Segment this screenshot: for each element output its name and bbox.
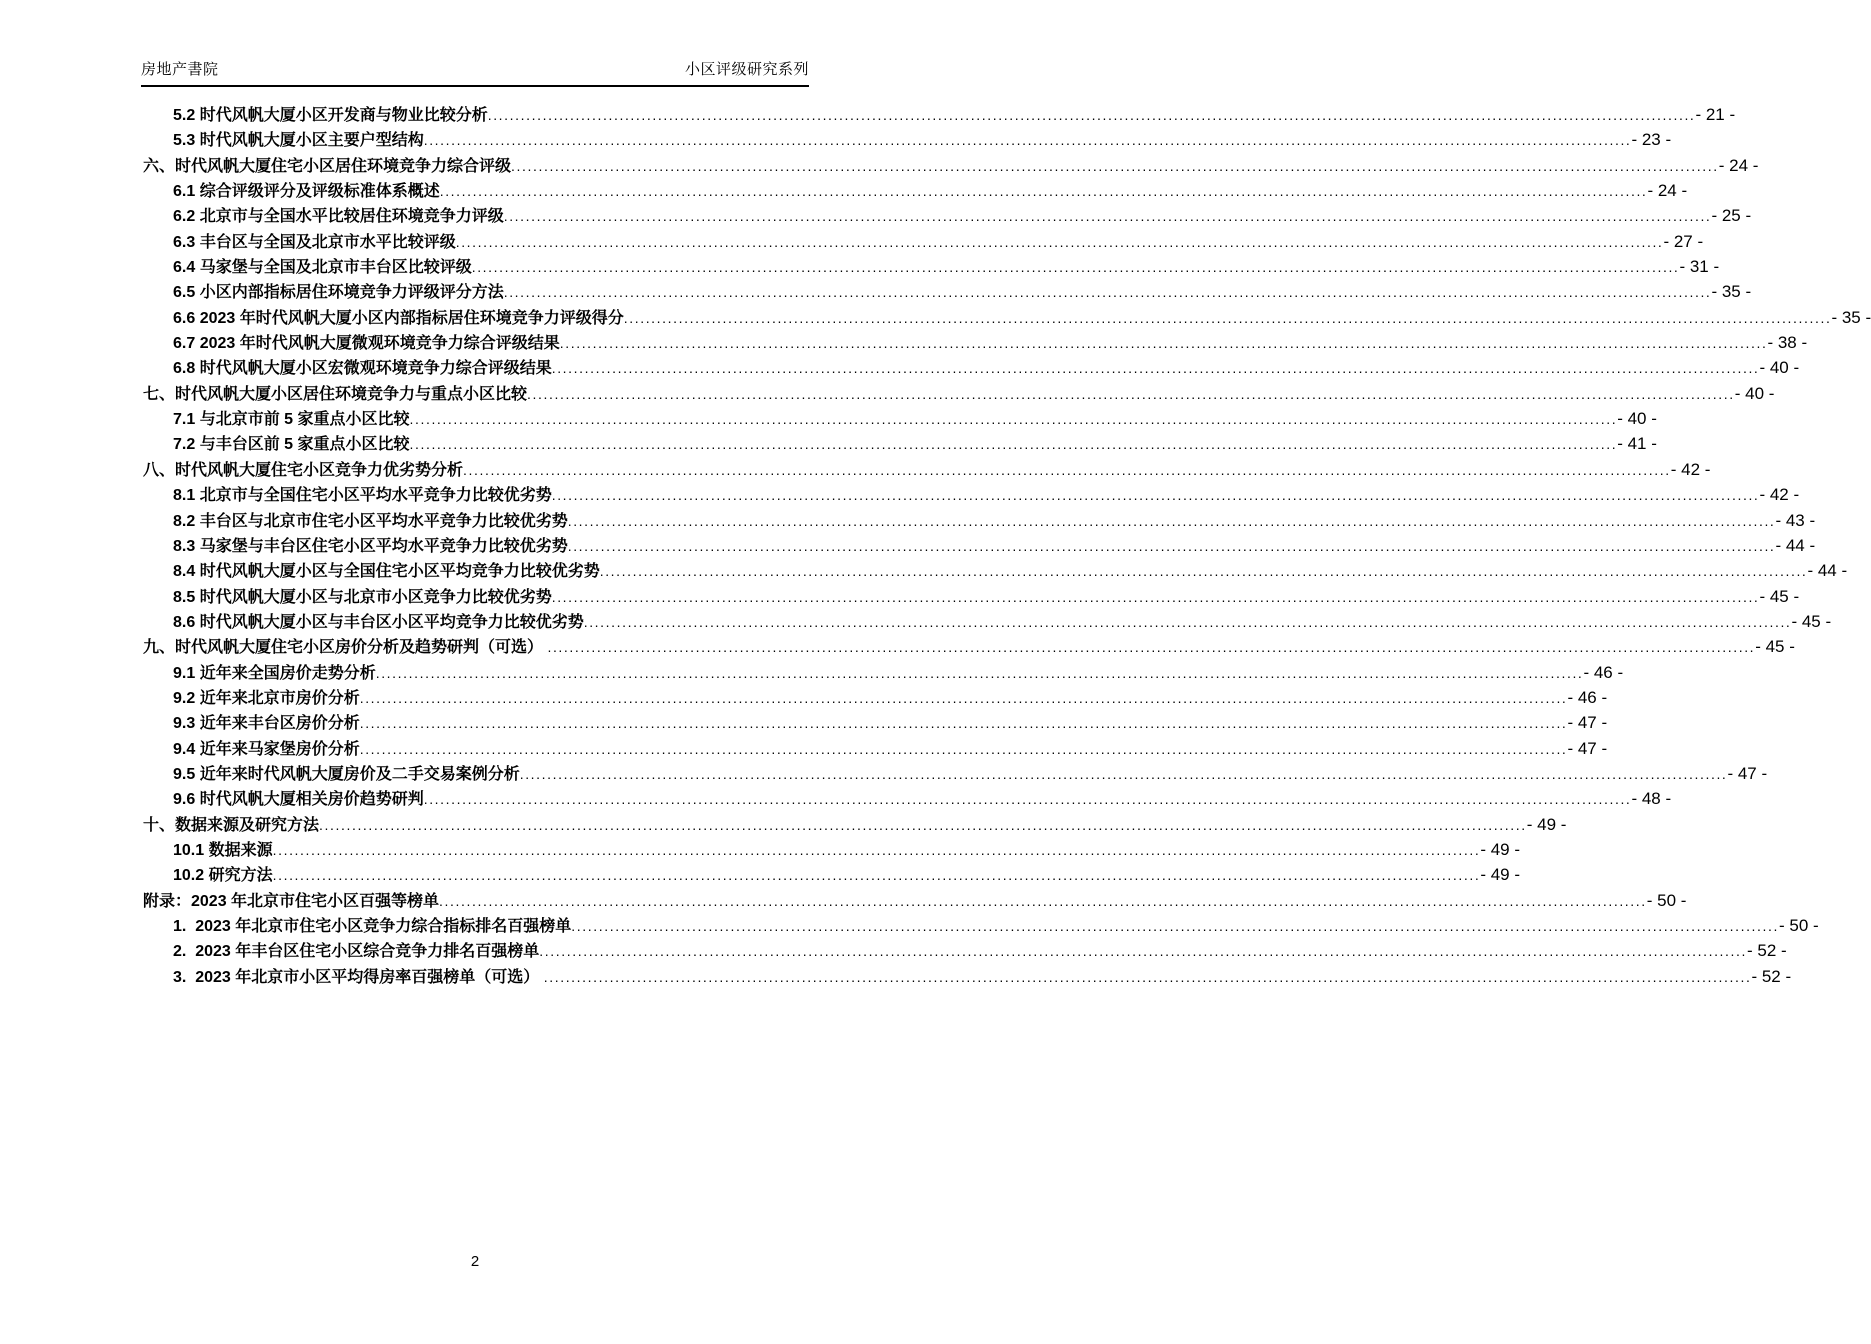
toc-entry-label: 6.1 综合评级评分及评级标准体系概述 xyxy=(173,183,440,201)
toc-entry[interactable] xyxy=(143,634,1795,659)
toc-entry[interactable] xyxy=(143,558,1848,583)
toc-entry-page-number: - 49 - xyxy=(1480,865,1521,885)
toc-entry[interactable] xyxy=(143,153,1759,178)
toc-entry-label: 七、时代风帆大厦小区居住环境竞争力与重点小区比较 xyxy=(143,385,528,403)
toc-dot-leader: ............................................................................................................................................................................................................................ xyxy=(623,309,1832,326)
toc-entry[interactable] xyxy=(143,508,1816,533)
toc-entry-label: 10.1 数据来源 xyxy=(173,841,273,859)
toc-entry-label: 2. 2023 年丰台区住宅小区综合竞争力排名百强榜单 xyxy=(173,943,540,961)
toc-entry-label: 8.1 北京市与全国住宅小区平均水平竞争力比较优劣势 xyxy=(173,487,552,505)
toc-dot-leader: ............................................................................................................................................................................................................................ xyxy=(487,107,1696,123)
toc-dot-leader: ............................................................................................................................................................................................................................ xyxy=(511,157,1719,174)
toc-entry[interactable] xyxy=(143,837,1521,862)
toc-entry-page-number: - 45 - xyxy=(1759,586,1800,606)
toc-entry-label: 8.5 时代风帆大厦小区与北京市小区竞争力比较优劣势 xyxy=(173,588,552,606)
toc-entry-label: 10.2 研究方法 xyxy=(173,867,273,885)
toc-dot-leader: ............................................................................................................................................................................................................................ xyxy=(375,664,1584,681)
toc-entry-page-number: - 46 - xyxy=(1583,662,1624,682)
toc-entry-page-number: - 42 - xyxy=(1670,459,1711,479)
toc-entry-label: 1. 2023 年北京市住宅小区竞争力综合指标排名百强榜单 xyxy=(173,918,572,935)
page-footer xyxy=(0,1253,950,1270)
toc-dot-leader: ............................................................................................................................................................................................................................ xyxy=(359,740,1568,757)
toc-dot-leader: ............................................................................................................................................................................................................................ xyxy=(455,233,1664,250)
toc-entry-page-number: - 46 - xyxy=(1567,687,1608,707)
toc-dot-leader: ............................................................................................................................................................................................................................ xyxy=(551,588,1760,605)
toc-entry-label: 十、数据来源及研究方法 xyxy=(143,816,320,834)
page-header-row xyxy=(141,58,809,85)
toc-dot-leader: ............................................................................................................................................................................................................................ xyxy=(319,816,1527,833)
toc-dot-leader: ............................................................................................................................................................................................................................ xyxy=(423,132,1632,149)
toc-dot-leader: ............................................................................................................................................................................................................................ xyxy=(599,563,1808,580)
toc-entry[interactable] xyxy=(143,609,1832,634)
toc-entry[interactable] xyxy=(143,279,1752,304)
toc-entry-page-number: - 44 - xyxy=(1775,535,1816,555)
toc-dot-leader: ............................................................................................................................................................................................................................ xyxy=(471,259,1680,276)
toc-dot-leader: ............................................................................................................................................................................................................................ xyxy=(547,639,1756,656)
toc-entry[interactable] xyxy=(143,457,1711,482)
toc-entry-page-number: - 27 - xyxy=(1663,231,1704,251)
toc-dot-leader: ............................................................................................................................................................................................................................ xyxy=(409,436,1618,453)
toc-entry[interactable] xyxy=(143,938,1787,963)
toc-entry[interactable] xyxy=(143,330,1808,355)
toc-entry-label: 6.6 2023 年时代风帆大厦小区内部指标居住环境竞争力评级得分 xyxy=(173,309,624,327)
toc-entry[interactable] xyxy=(143,736,1608,761)
toc-entry-label: 八、时代风帆大厦住宅小区竞争力优劣势分析 xyxy=(143,461,464,479)
toc-dot-leader: ............................................................................................................................................................................................................................ xyxy=(559,335,1768,352)
toc-dot-leader: ............................................................................................................................................................................................................................ xyxy=(503,284,1712,301)
footer-page-number: 2 xyxy=(470,1253,480,1270)
toc-entry-label: 9.1 近年来全国房价走势分析 xyxy=(173,664,376,682)
table-of-contents xyxy=(143,102,1871,989)
toc-dot-leader: ............................................................................................................................................................................................................................ xyxy=(519,765,1728,782)
toc-entry-label: 6.3 丰台区与全国及北京市水平比较评级 xyxy=(173,233,456,251)
toc-entry-page-number: - 50 - xyxy=(1779,916,1819,935)
toc-entry-page-number: - 40 - xyxy=(1734,383,1775,403)
header-left-text: 房地产書院 xyxy=(141,61,219,78)
page-header xyxy=(141,58,809,87)
toc-entry-page-number: - 45 - xyxy=(1755,637,1795,657)
toc-dot-leader: ............................................................................................................................................................................................................................ xyxy=(359,689,1568,706)
toc-entry-label: 7.1 与北京市前 5 家重点小区比较 xyxy=(173,411,410,429)
toc-dot-leader: ............................................................................................................................................................................................................................ xyxy=(551,360,1760,377)
toc-entry-page-number: - 47 - xyxy=(1567,738,1608,758)
toc-entry[interactable] xyxy=(143,381,1775,406)
toc-dot-leader: ............................................................................................................................................................................................................................ xyxy=(463,461,1671,478)
toc-entry-page-number: - 50 - xyxy=(1646,890,1687,910)
toc-entry[interactable] xyxy=(143,355,1800,380)
toc-dot-leader: ............................................................................................................................................................................................................................ xyxy=(409,411,1618,428)
toc-entry-page-number: - 43 - xyxy=(1775,510,1816,530)
toc-dot-leader: ............................................................................................................................................................................................................................ xyxy=(539,943,1748,960)
toc-entry[interactable] xyxy=(143,710,1608,735)
toc-dot-leader: ............................................................................................................................................................................................................................ xyxy=(583,613,1792,630)
toc-entry[interactable] xyxy=(143,229,1704,254)
toc-entry[interactable] xyxy=(143,685,1608,710)
toc-dot-leader: ............................................................................................................................................................................................................................ xyxy=(439,183,1648,200)
toc-entry[interactable] xyxy=(143,127,1672,152)
toc-entry-page-number: - 40 - xyxy=(1759,358,1800,378)
toc-entry-label: 8.4 时代风帆大厦小区与全国住宅小区平均竞争力比较优劣势 xyxy=(173,563,600,581)
toc-dot-leader: ............................................................................................................................................................................................................................ xyxy=(272,867,1481,884)
toc-entry[interactable] xyxy=(143,786,1672,811)
toc-entry[interactable] xyxy=(143,254,1720,279)
toc-dot-leader: ............................................................................................................................................................................................................................ xyxy=(571,918,1780,934)
toc-entry-page-number: - 49 - xyxy=(1480,839,1521,859)
toc-entry-page-number: - 35 - xyxy=(1831,307,1871,327)
toc-entry[interactable] xyxy=(143,305,1871,330)
toc-entry[interactable] xyxy=(143,862,1521,887)
toc-entry-label: 6.8 时代风帆大厦小区宏微观环境竞争力综合评级结果 xyxy=(173,360,552,378)
toc-entry[interactable] xyxy=(143,406,1657,431)
toc-entry-page-number: - 41 - xyxy=(1617,434,1657,454)
header-right-text: 小区评级研究系列 xyxy=(684,61,809,78)
toc-dot-leader: ............................................................................................................................................................................................................................ xyxy=(423,791,1632,808)
toc-entry-page-number: - 40 - xyxy=(1617,409,1657,429)
toc-entry-page-number: - 38 - xyxy=(1767,333,1808,353)
toc-entry-label: 6.5 小区内部指标居住环境竞争力评级评分方法 xyxy=(173,284,504,302)
toc-entry[interactable] xyxy=(143,178,1688,203)
toc-dot-leader: ............................................................................................................................................................................................................................ xyxy=(527,385,1735,402)
toc-entry[interactable] xyxy=(143,888,1687,913)
toc-entry-label: 9.3 近年来丰台区房价分析 xyxy=(173,715,360,733)
toc-entry-label: 附录：2023 年北京市住宅小区百强等榜单 xyxy=(143,892,440,910)
toc-dot-leader: ............................................................................................................................................................................................................................ xyxy=(567,537,1776,554)
toc-entry-page-number: - 47 - xyxy=(1727,763,1768,783)
toc-entry-page-number: - 49 - xyxy=(1526,814,1567,834)
toc-dot-leader: ............................................................................................................................................................................................................................ xyxy=(272,841,1481,858)
toc-entry[interactable] xyxy=(143,431,1657,456)
toc-entry-page-number: - 44 - xyxy=(1807,561,1848,581)
toc-entry-page-number: - 23 - xyxy=(1631,130,1672,150)
toc-dot-leader: ............................................................................................................................................................................................................................ xyxy=(543,968,1752,985)
toc-entry-label: 5.3 时代风帆大厦小区主要户型结构 xyxy=(173,132,424,150)
toc-entry-label: 8.6 时代风帆大厦小区与丰台区小区平均竞争力比较优劣势 xyxy=(173,613,584,631)
toc-entry[interactable] xyxy=(143,812,1567,837)
toc-entry-label: 8.3 马家堡与丰台区住宅小区平均水平竞争力比较优劣势 xyxy=(173,537,568,555)
toc-entry-label: 5.2 时代风帆大厦小区开发商与物业比较分析 xyxy=(173,107,488,124)
toc-entry[interactable] xyxy=(143,660,1624,685)
toc-entry-label: 六、时代风帆大厦住宅小区居住环境竞争力综合评级 xyxy=(143,157,512,175)
toc-entry-page-number: - 31 - xyxy=(1679,257,1720,277)
toc-dot-leader: ............................................................................................................................................................................................................................ xyxy=(551,487,1760,504)
toc-dot-leader: ............................................................................................................................................................................................................................ xyxy=(439,892,1647,909)
toc-dot-leader: ............................................................................................................................................................................................................................ xyxy=(567,512,1776,529)
toc-entry-page-number: - 47 - xyxy=(1567,713,1608,733)
toc-entry-page-number: - 42 - xyxy=(1759,485,1800,505)
toc-entry-page-number: - 25 - xyxy=(1711,206,1752,226)
toc-entry-page-number: - 45 - xyxy=(1791,611,1832,631)
toc-entry-page-number: - 24 - xyxy=(1718,155,1759,175)
toc-entry[interactable] xyxy=(143,482,1800,507)
toc-dot-leader: ............................................................................................................................................................................................................................ xyxy=(503,208,1712,225)
toc-entry[interactable] xyxy=(143,203,1752,228)
toc-entry-page-number: - 48 - xyxy=(1631,789,1672,809)
toc-entry-label: 8.2 丰台区与北京市住宅小区平均水平竞争力比较优劣势 xyxy=(173,512,568,530)
toc-dot-leader: ............................................................................................................................................................................................................................ xyxy=(359,715,1568,732)
toc-entry-label: 6.4 马家堡与全国及北京市丰台区比较评级 xyxy=(173,259,472,277)
toc-entry-label: 9.5 近年来时代风帆大厦房价及二手交易案例分析 xyxy=(173,765,520,783)
toc-entry[interactable] xyxy=(143,533,1816,558)
toc-entry-label: 6.7 2023 年时代风帆大厦微观环境竞争力综合评级结果 xyxy=(173,335,560,353)
toc-entry-page-number: - 52 - xyxy=(1747,941,1787,961)
toc-entry-label: 九、时代风帆大厦住宅小区房价分析及趋势研判（可选） xyxy=(143,639,548,657)
toc-entry[interactable] xyxy=(143,913,1819,938)
toc-entry-label: 7.2 与丰台区前 5 家重点小区比较 xyxy=(173,436,410,454)
toc-entry-page-number: - 52 - xyxy=(1751,966,1792,986)
toc-entry-label: 3. 2023 年北京市小区平均得房率百强榜单（可选） xyxy=(173,968,544,986)
toc-entry-label: 9.6 时代风帆大厦相关房价趋势研判 xyxy=(173,791,424,809)
header-rule xyxy=(141,85,809,87)
toc-entry[interactable] xyxy=(143,102,1736,127)
toc-entry-page-number: - 35 - xyxy=(1711,282,1752,302)
toc-entry-label: 9.4 近年来马家堡房价分析 xyxy=(173,740,360,758)
toc-entry[interactable] xyxy=(143,761,1768,786)
toc-entry-page-number: - 24 - xyxy=(1647,181,1688,201)
toc-entry[interactable] xyxy=(143,964,1792,989)
toc-entry-label: 9.2 近年来北京市房价分析 xyxy=(173,689,360,707)
toc-entry[interactable] xyxy=(143,584,1800,609)
toc-entry-label: 6.2 北京市与全国水平比较居住环境竞争力评级 xyxy=(173,208,504,226)
toc-entry-page-number: - 21 - xyxy=(1695,105,1736,124)
